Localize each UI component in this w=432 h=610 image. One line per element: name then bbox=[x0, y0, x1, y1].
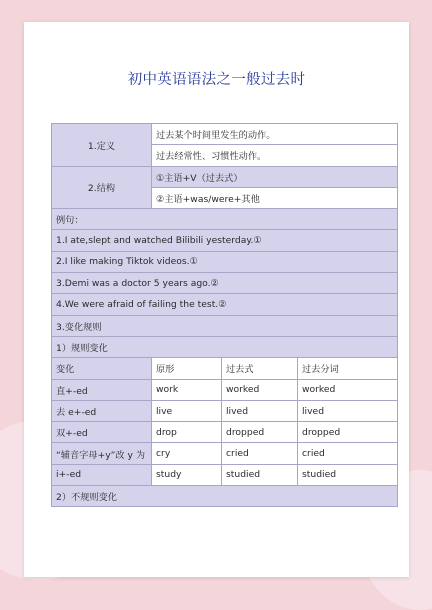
past-participle-cell: lived bbox=[298, 400, 398, 421]
past-tense-cell: worked bbox=[222, 379, 298, 400]
base-form-cell: work bbox=[152, 379, 222, 400]
definition-line: 过去某个时间里发生的动作。 bbox=[152, 124, 398, 145]
example-sentence: 2.I like making Tiktok videos.① bbox=[52, 251, 398, 272]
page-title: 初中英语语法之一般过去时 bbox=[127, 72, 306, 88]
example-sentence: 3.Demi was a doctor 5 years ago.② bbox=[52, 273, 398, 294]
table-header-row bbox=[52, 358, 398, 379]
table-row bbox=[52, 379, 398, 400]
structure-line: ②主语+was/were+其他 bbox=[152, 187, 398, 208]
examples-heading: 例句： bbox=[52, 209, 398, 230]
regular-rules-heading: 1）规则变化 bbox=[52, 336, 398, 357]
past-participle-cell: dropped bbox=[298, 422, 398, 443]
table-row bbox=[52, 400, 398, 421]
base-form-cell: live bbox=[152, 400, 222, 421]
column-header: 过去式 bbox=[222, 358, 298, 379]
table-row bbox=[52, 464, 398, 485]
rule-cell: i+-ed bbox=[52, 464, 152, 485]
base-form-cell: study bbox=[152, 464, 222, 485]
column-header: 过去分词 bbox=[298, 358, 398, 379]
structure-row bbox=[52, 166, 398, 187]
definition-label: 1.定义 bbox=[52, 124, 152, 167]
structure-label: 2.结构 bbox=[52, 166, 152, 209]
column-header: 变化 bbox=[52, 358, 152, 379]
grammar-table bbox=[51, 123, 398, 507]
past-participle-cell: cried bbox=[298, 443, 398, 464]
rules-heading: 3.变化规则 bbox=[52, 315, 398, 336]
document-sheet bbox=[24, 22, 409, 577]
past-tense-cell: cried bbox=[222, 443, 298, 464]
example-sentence: 1.I ate,slept and watched Bilibili yesterday.① bbox=[52, 230, 398, 251]
past-tense-cell: lived bbox=[222, 400, 298, 421]
past-participle-cell: studied bbox=[298, 464, 398, 485]
past-tense-cell: studied bbox=[222, 464, 298, 485]
rule-cell: 去 e+-ed bbox=[52, 400, 152, 421]
example-sentence: 4.We were afraid of failing the test.② bbox=[52, 294, 398, 315]
rule-cell: “辅音字母+y”改 y 为 bbox=[52, 443, 152, 464]
past-tense-cell: dropped bbox=[222, 422, 298, 443]
irregular-rules-heading: 2）不规则变化 bbox=[52, 486, 398, 507]
past-participle-cell: worked bbox=[298, 379, 398, 400]
table-row bbox=[52, 443, 398, 464]
rule-cell: 直+-ed bbox=[52, 379, 152, 400]
table-row bbox=[52, 422, 398, 443]
column-header: 原形 bbox=[152, 358, 222, 379]
rule-cell: 双+-ed bbox=[52, 422, 152, 443]
definition-row bbox=[52, 124, 398, 145]
base-form-cell: drop bbox=[152, 422, 222, 443]
base-form-cell: cry bbox=[152, 443, 222, 464]
definition-line: 过去经常性、习惯性动作。 bbox=[152, 145, 398, 166]
structure-line: ①主语+V（过去式） bbox=[152, 166, 398, 187]
